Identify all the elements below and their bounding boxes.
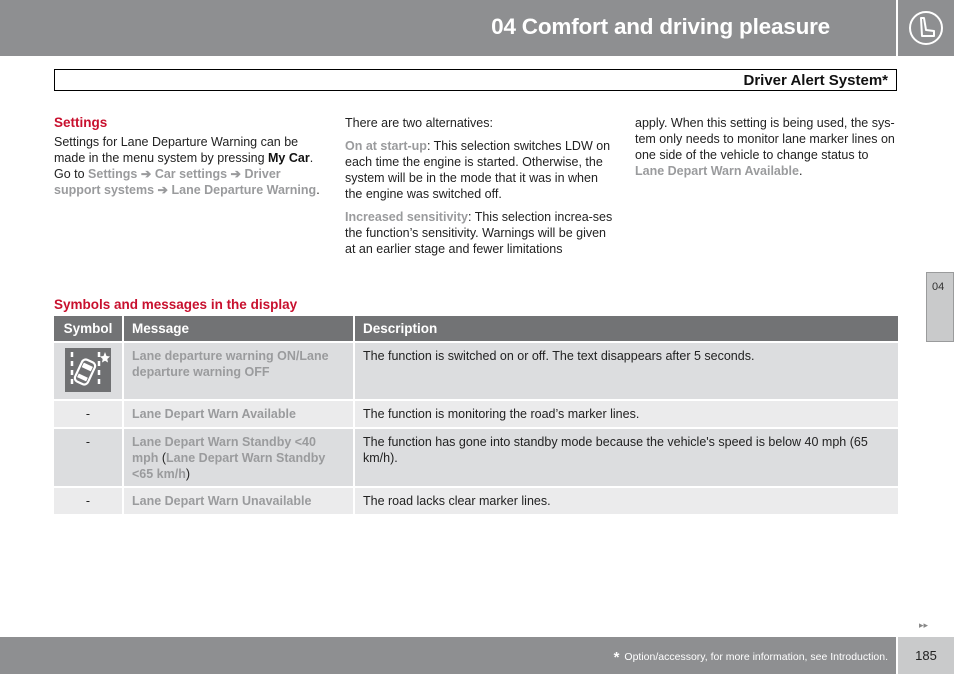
description-cell: The function is switched on or off. The text disappears after 5 seconds. <box>354 342 898 400</box>
message-cell: Lane departure warning ON/Lane departure warning OFF <box>123 342 354 400</box>
column-header-description: Description <box>354 316 898 342</box>
chapter-icon-box <box>898 0 954 56</box>
menu-path-settings: Settings <box>88 167 138 181</box>
page-number-box <box>898 637 954 674</box>
description-cell: The function has gone into standby mode because the vehicle's speed is below 40 mph (65 km/h). <box>354 428 898 487</box>
column-alternatives <box>345 115 613 264</box>
footer-bar <box>0 637 896 674</box>
menu-path-driver-support: Driver support systems <box>54 167 281 197</box>
settings-heading: Settings <box>54 115 108 130</box>
table-row <box>54 428 898 487</box>
message-cell: Lane Depart Warn Available <box>123 400 354 428</box>
continued-paragraph: apply. When this setting is being used, the sys-tem only needs to monitor lane marker lines on one side of the vehicle to change status to Lane Depart Warn Available. <box>635 116 895 178</box>
seat-icon <box>908 10 944 46</box>
message-cell: Lane Depart Warn Unavailable <box>123 487 354 514</box>
chapter-title: 04 Comfort and driving pleasure <box>491 14 830 39</box>
menu-path-car-settings: Car settings <box>154 167 228 181</box>
section-title: Driver Alert System* <box>743 72 888 89</box>
continue-arrows-icon: ▸▸ <box>919 620 929 630</box>
section-header <box>54 69 897 91</box>
symbol-cell: - <box>54 487 123 514</box>
arrow-icon: ➔ <box>157 183 168 197</box>
symbol-cell: - <box>54 400 123 428</box>
message-cell: Lane Depart Warn Standby <40 mph (Lane Depart Warn Standby <65 km/h) <box>123 428 354 487</box>
symbols-heading: Symbols and messages in the display <box>54 297 298 312</box>
header-bar <box>0 0 896 56</box>
page-number: 185 <box>915 648 937 663</box>
table-row <box>54 400 898 428</box>
symbol-cell <box>54 342 123 400</box>
column-header-symbol: Symbol <box>54 316 123 342</box>
table-row <box>54 487 898 514</box>
chapter-side-tab[interactable] <box>926 272 954 342</box>
table-row <box>54 342 898 400</box>
footnote: * Option/accessory, for more information, see Introduction. <box>613 649 888 666</box>
status-lane-depart-available: Lane Depart Warn Available <box>635 164 799 178</box>
column-continued <box>635 115 901 186</box>
lane-departure-warning-icon <box>65 348 111 392</box>
option-on-at-start-up: On at start-up: This selection switches LDW on each time the engine is started. Otherwise, the system will be in the mode that it was in when the engine was switched off. <box>345 139 611 201</box>
column-settings <box>54 115 324 205</box>
description-cell: The road lacks clear marker lines. <box>354 487 898 514</box>
column-header-message: Message <box>123 316 354 342</box>
arrow-icon: ➔ <box>230 167 242 181</box>
description-cell: The function is monitoring the road’s marker lines. <box>354 400 898 428</box>
chapter-side-tab-label: 04 <box>932 281 945 293</box>
table-header-row <box>54 316 898 342</box>
asterisk: * <box>613 649 620 666</box>
option-increased-sensitivity: Increased sensitivity: This selection increa-ses the function’s sensitivity. Warnings will be given at an earlier stage and fewer limitations <box>345 210 613 256</box>
arrow-icon: ➔ <box>140 167 152 181</box>
menu-path-lane-departure-warning: Lane Departure Warning <box>171 183 317 197</box>
alternatives-intro: There are two alternatives: <box>345 116 493 130</box>
symbol-cell: - <box>54 428 123 487</box>
my-car-label: My Car <box>268 151 310 165</box>
messages-table <box>54 316 898 514</box>
settings-paragraph: Settings for Lane Departure Warning can be made in the menu system by pressing My Car. Go to Settings ➔ Car settings ➔ Driver support systems ➔ Lane Departure Warning. <box>54 135 320 197</box>
